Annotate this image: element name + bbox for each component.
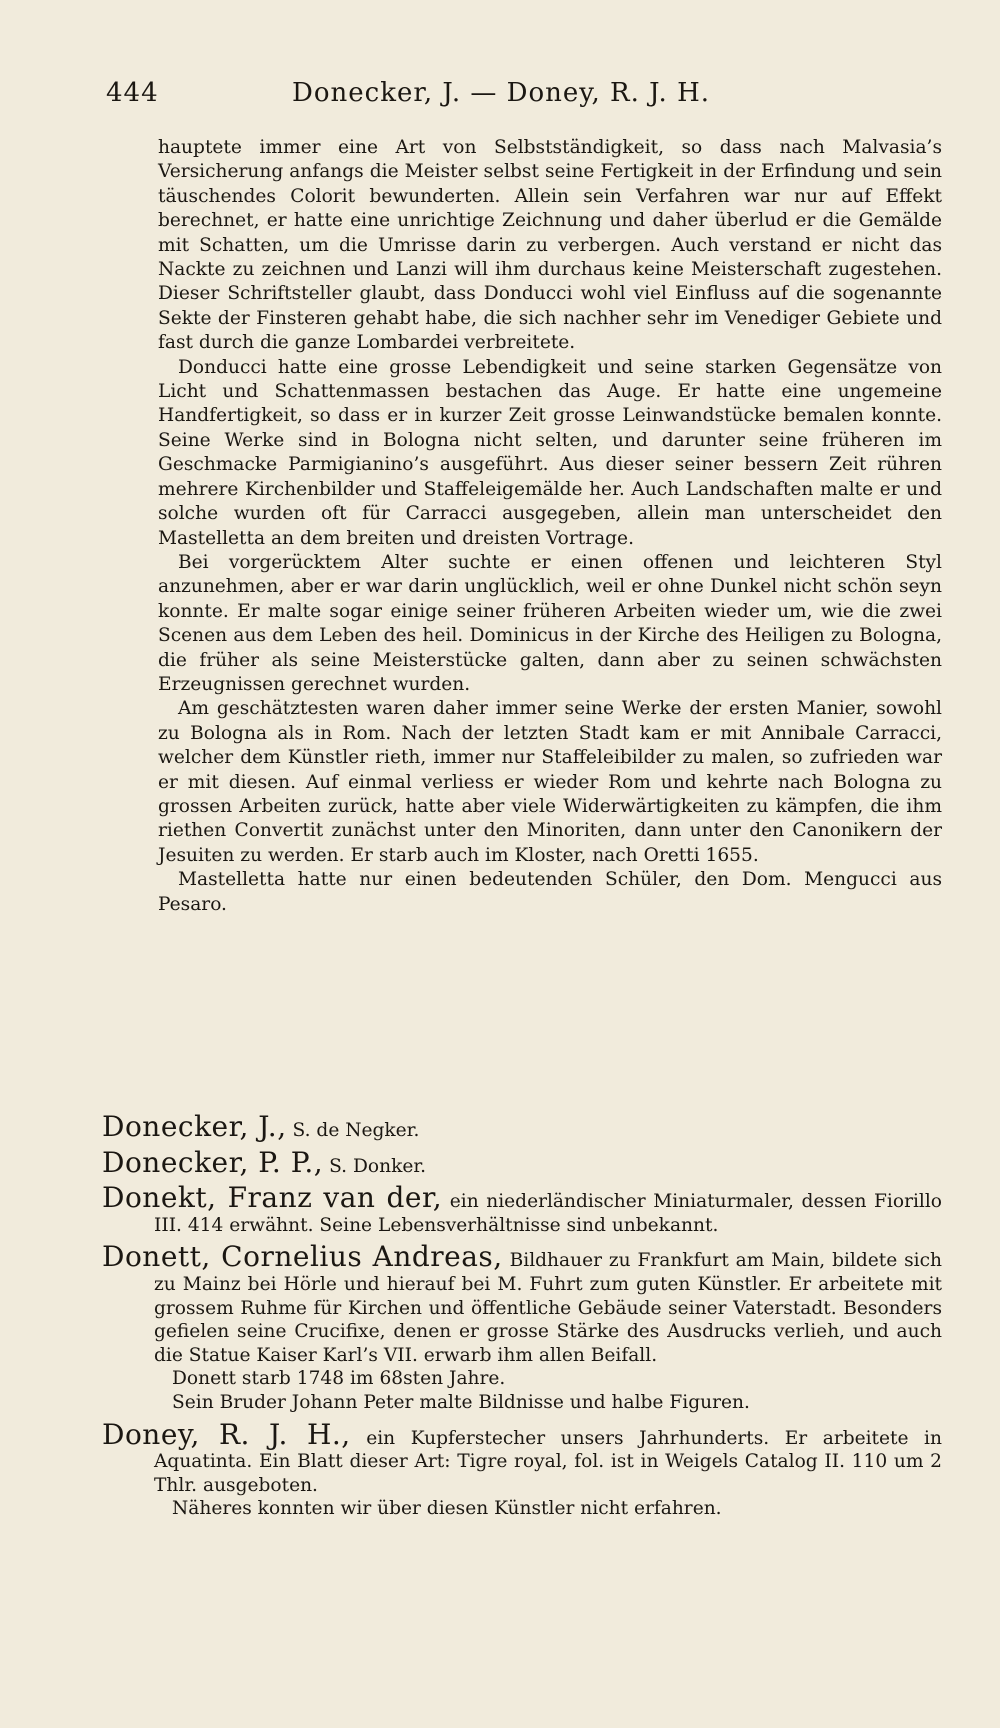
dictionary-entries bbox=[102, 1110, 942, 1529]
paragraph: hauptete immer eine Art von Selbstständigkeit, so dass nach Malvasia’s Versicherung anfangs die Meister selbst seine Fertigkeit in der Erfindung und sein täuschendes Colorit bewunderten. Allein sein Verfahren war nur auf Effekt berechnet, er hatte eine unrichtige Zeichnung und daher überlud er die Gemälde mit Schatten, um die Umrisse darin zu verbergen. Auch verstand er nicht das Nackte zu zeichnen und Lanzi will ihm durchaus keine Meisterschaft zugestehen. Dieser Schriftsteller glaubt, dass Donducci wohl viel Einfluss auf die sogenannte Sekte der Finsteren gehabt habe, die sich nachher sehr im Venediger Gebiete und fast durch die ganze Lombardei verbreitete. bbox=[158, 137, 942, 354]
entry-text: ein Kupferstecher unsers Jahrhunderts. Er arbeitete in Aquatinta. Ein Blatt dieser Art: Tigre royal, fol. ist in Weigels Catalog II. 110 um 2 Thlr. ausgeboten. bbox=[154, 1427, 942, 1496]
running-head: Donecker, J. — Doney, R. J. H. bbox=[292, 78, 711, 108]
entry-text: Bildhauer zu Frankfurt am Main, bildete sich zu Mainz bei Hörle und hierauf bei M. Fuhrt zum guten Künstler. Er arbeitete mit grossem Ruhme für Kirchen und öffentliche Gebäude seiner Vaterstadt. Besonders gefielen seine Crucifixe, denen er grosse Stärke des Ausdrucks verlieh, und auch die Statue Kaiser Karl’s VII. erwarb ihm allen Beifall. bbox=[154, 1250, 942, 1366]
entry-text: ein niederländischer Miniaturmaler, dessen Fiorillo III. 414 erwähnt. Seine Lebensverhältnisse sind unbekannt. bbox=[154, 1191, 942, 1236]
entry-headword: Donecker, P. P., bbox=[102, 1145, 324, 1179]
entry-headword: Doney, R. J. H., bbox=[102, 1417, 351, 1451]
paragraph: Donducci hatte eine grosse Lebendigkeit und seine starken Gegensätze von Licht und Schattenmassen bestachen das Auge. Er hatte eine ungemeine Handfertigkeit, so dass er in kurzer Zeit grosse Leinwandstücke bemalen konnte. Seine Werke sind in Bologna nicht selten, und darunter seine früheren im Geschmacke Parmigianino’s ausgeführt. Aus dieser seiner bessern Zeit rühren mehrere Kirchenbilder und Staffeleigemälde her. Auch Landschaften malte er und solche wurden oft für Carracci ausgegeben, allein man unterscheidet den Mastelletta an dem breiten und dreisten Vortrage. bbox=[158, 356, 942, 549]
paragraph: Bei vorgerücktem Alter suchte er einen offenen und leichteren Styl anzunehmen, aber er war darin unglücklich, weil er ohne Dunkel nicht schön seyn konnte. Er malte sogar einige seiner früheren Arbeiten wieder um, wie die zwei Scenen aus dem Leben des heil. Dominicus in der Kirche des Heiligen zu Bologna, die früher als seine Meisterstücke galten, dann aber zu seinen schwächsten Erzeugnissen gerechnet wurden. bbox=[158, 551, 942, 695]
page-number: 444 bbox=[106, 78, 159, 108]
entry-text: S. Donker. bbox=[329, 1155, 427, 1177]
entry-headword: Donekt, Franz van der, bbox=[102, 1181, 443, 1215]
entry-headword: Donett, Cornelius Andreas, bbox=[102, 1240, 503, 1274]
article-body bbox=[158, 136, 942, 917]
entry-doney bbox=[102, 1417, 942, 1521]
entry-donecker-j bbox=[102, 1110, 942, 1143]
entry-note: Näheres konnten wir über diesen Künstler nicht erfahren. bbox=[172, 1498, 722, 1520]
entry-note: Donett starb 1748 im 68sten Jahre. bbox=[172, 1368, 506, 1390]
entry-text: S. de Negker. bbox=[292, 1120, 420, 1141]
entry-donecker-pp bbox=[102, 1145, 942, 1179]
paragraph: Am geschätztesten waren daher immer seine Werke der ersten Manier, sowohl zu Bologna als in Rom. Nach der letzten Stadt kam er mit Annibale Carracci, welcher dem Künstler rieth, immer nur Staffeleibilder zu malen, so zufrieden war er mit diesen. Auf einmal verliess er wieder Rom und kehrte nach Bologna zu grossen Arbeiten zurück, hatte aber viele Widerwärtigkeiten zu kämpfen, die ihm riethen Convertit zunächst unter den Minoriten, dann unter den Canonikern der Jesuiten zu werden. Er starb auch im Kloster, nach Oretti 1655. bbox=[158, 698, 942, 866]
entry-headword: Donecker, J., bbox=[102, 1110, 287, 1143]
page-header bbox=[0, 78, 1000, 118]
entry-donett bbox=[102, 1240, 942, 1414]
entry-note: Sein Bruder Johann Peter malte Bildnisse und halbe Figuren. bbox=[172, 1391, 750, 1413]
entry-donekt bbox=[102, 1181, 942, 1237]
paragraph: Mastelletta hatte nur einen bedeutenden Schüler, den Dom. Mengucci aus Pesaro. bbox=[158, 869, 942, 915]
